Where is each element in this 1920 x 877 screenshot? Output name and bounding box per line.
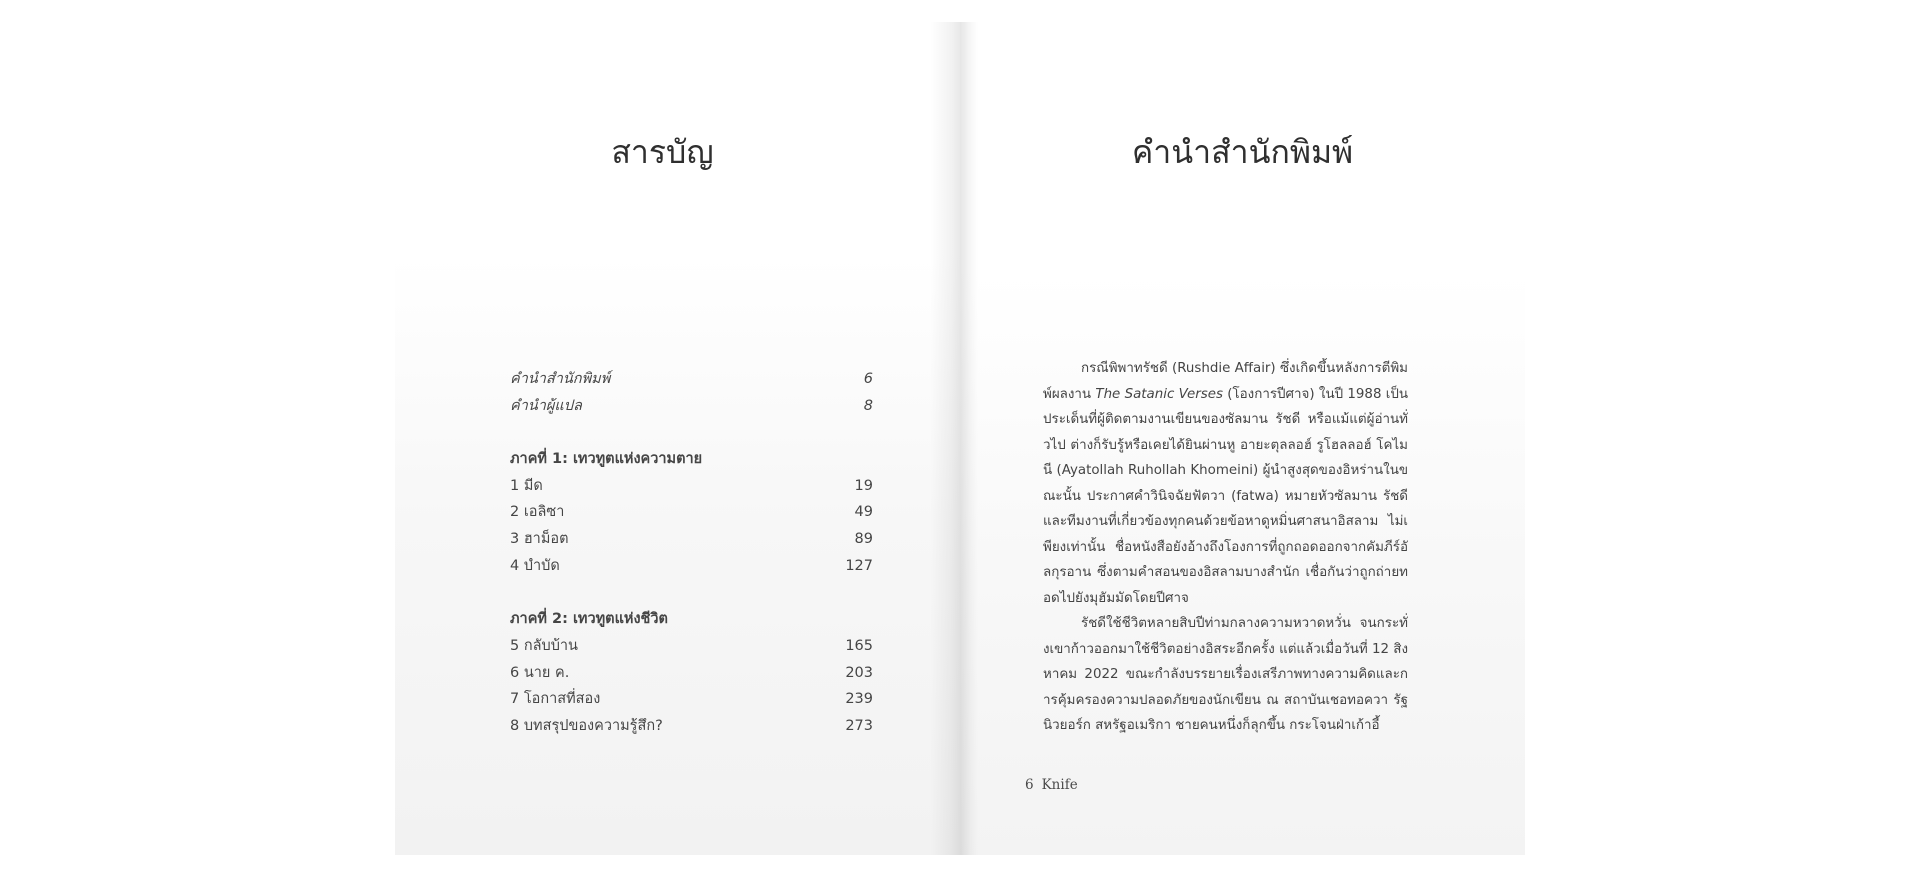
toc-entry-page: 19	[854, 477, 873, 494]
toc-entry-page: 127	[845, 557, 873, 574]
foreword-paragraph-2: รัชดีใช้ชีวิตหลายสิบปีท่ามกลางความหวาดหวั่น จนกระทั่งเขาก้าวออกมาใช้ชีวิตอย่างอิสระอีกครั้ง แต่แล้วเมื่อวันที่ 12 สิงหาคม 2022 ขณะกำลังบรรยายเรื่องเสรีภาพทางความคิดและการคุ้มครองความปลอดภัยของนักเขียน ณ สถาบันเชอทอควา รัฐนิวยอร์ก สหรัฐอเมริกา ชายคนหนึ่งก็ลุกขึ้น กระโจนฝ่าเก้าอี้	[1043, 616, 1408, 733]
toc-entry-label: 8 บทสรุปของความรู้สึก?	[510, 717, 663, 734]
toc-entry-page: 165	[845, 637, 873, 654]
toc-entry-chapter-3[interactable]	[510, 526, 873, 553]
toc-entry-label: คำนำสำนักพิมพ์	[510, 371, 611, 387]
toc-entry-page: 203	[845, 664, 873, 681]
toc-entry-chapter-8[interactable]	[510, 713, 873, 740]
toc-entry-label: 6 นาย ค.	[510, 664, 570, 681]
toc-entry-page: 89	[854, 531, 873, 548]
foreword-title: คำนำสำนักพิมพ์	[1131, 133, 1354, 171]
toc-part-2-title: ภาคที่ 2: เทวทูตแห่งชีวิต	[510, 611, 668, 628]
toc-entry-front-1[interactable]	[510, 366, 873, 393]
toc-entry-chapter-1[interactable]	[510, 473, 873, 500]
toc-entry-page: 273	[845, 717, 873, 734]
toc-entry-label: 4 บำบัด	[510, 557, 560, 574]
toc-entry-chapter-5[interactable]	[510, 633, 873, 660]
contents-title: สารบัญ	[611, 133, 714, 171]
left-page-contents	[395, 22, 960, 855]
page-footer	[1025, 777, 1078, 793]
right-page-foreword	[960, 22, 1525, 855]
toc-entry-chapter-6[interactable]	[510, 660, 873, 687]
toc-entry-label: 7 โอกาสที่สอง	[510, 691, 601, 708]
running-title: Knife	[1041, 777, 1078, 793]
foreword-body	[1043, 356, 1408, 739]
foreword-paragraph-1	[1043, 356, 1408, 611]
toc-entry-chapter-4[interactable]	[510, 553, 873, 580]
toc-entry-page: 239	[845, 691, 873, 708]
paragraph-text: กรณีพิพาทรัชดี (Rushdie Affair) ซึ่งเกิดขึ้นหลังการตีพิมพ์ผลงาน	[1043, 361, 1408, 402]
toc-entry-chapter-7[interactable]	[510, 686, 873, 713]
paragraph-text: (โองการปีศาจ) ในปี 1988 เป็นประเด็นที่ผู้ติดตามงานเขียนของซัลมาน รัชดี หรือแม้แต่ผู้อ่านทั่วไป ต่างก็รับรู้หรือเคยได้ยินผ่านหู อายะตุลลอฮ์ รูโฮลลอฮ์ โคไมนี (Ayatollah Ruhollah Khomeini) ผู้นำสูงสุดของอิหร่านในขณะนั้น ประกาศคำวินิจฉัยฟัตวา (fatwa) หมายหัวซัลมาน รัชดี และทีมงานที่เกี่ยวข้องทุกคนด้วยข้อหาดูหมิ่นศาสนาอิสลาม ไม่เพียงเท่านั้น ชื่อหนังสือยังอ้างถึงโองการที่ถูกถอดออกจากคัมภีร์อัลกุรอาน ซึ่งตามคำสอนของอิสลามบางสำนัก เชื่อกันว่าถูกถ่ายทอดไปยังมุฮัมมัดโดยปีศาจ	[1043, 386, 1408, 606]
toc-entry-label: 5 กลับบ้าน	[510, 637, 578, 654]
book-spread	[395, 22, 1525, 855]
toc-entry-chapter-2[interactable]	[510, 499, 873, 526]
table-of-contents	[510, 366, 873, 740]
page-number: 6	[1025, 777, 1034, 793]
toc-entry-label: 1 มีด	[510, 477, 543, 494]
toc-entry-front-2[interactable]	[510, 393, 873, 420]
book-title-italic: The Satanic Verses	[1095, 386, 1223, 402]
toc-entry-page: 49	[854, 504, 873, 521]
toc-entry-page: 6	[863, 371, 873, 387]
toc-entry-label: คำนำผู้แปล	[510, 397, 582, 414]
toc-entry-label: 2 เอลิซา	[510, 504, 565, 521]
toc-entry-label: 3 ฮาม็อต	[510, 531, 569, 548]
toc-entry-page: 8	[863, 397, 873, 414]
toc-part-1-title: ภาคที่ 1: เทวทูตแห่งความตาย	[510, 451, 703, 468]
